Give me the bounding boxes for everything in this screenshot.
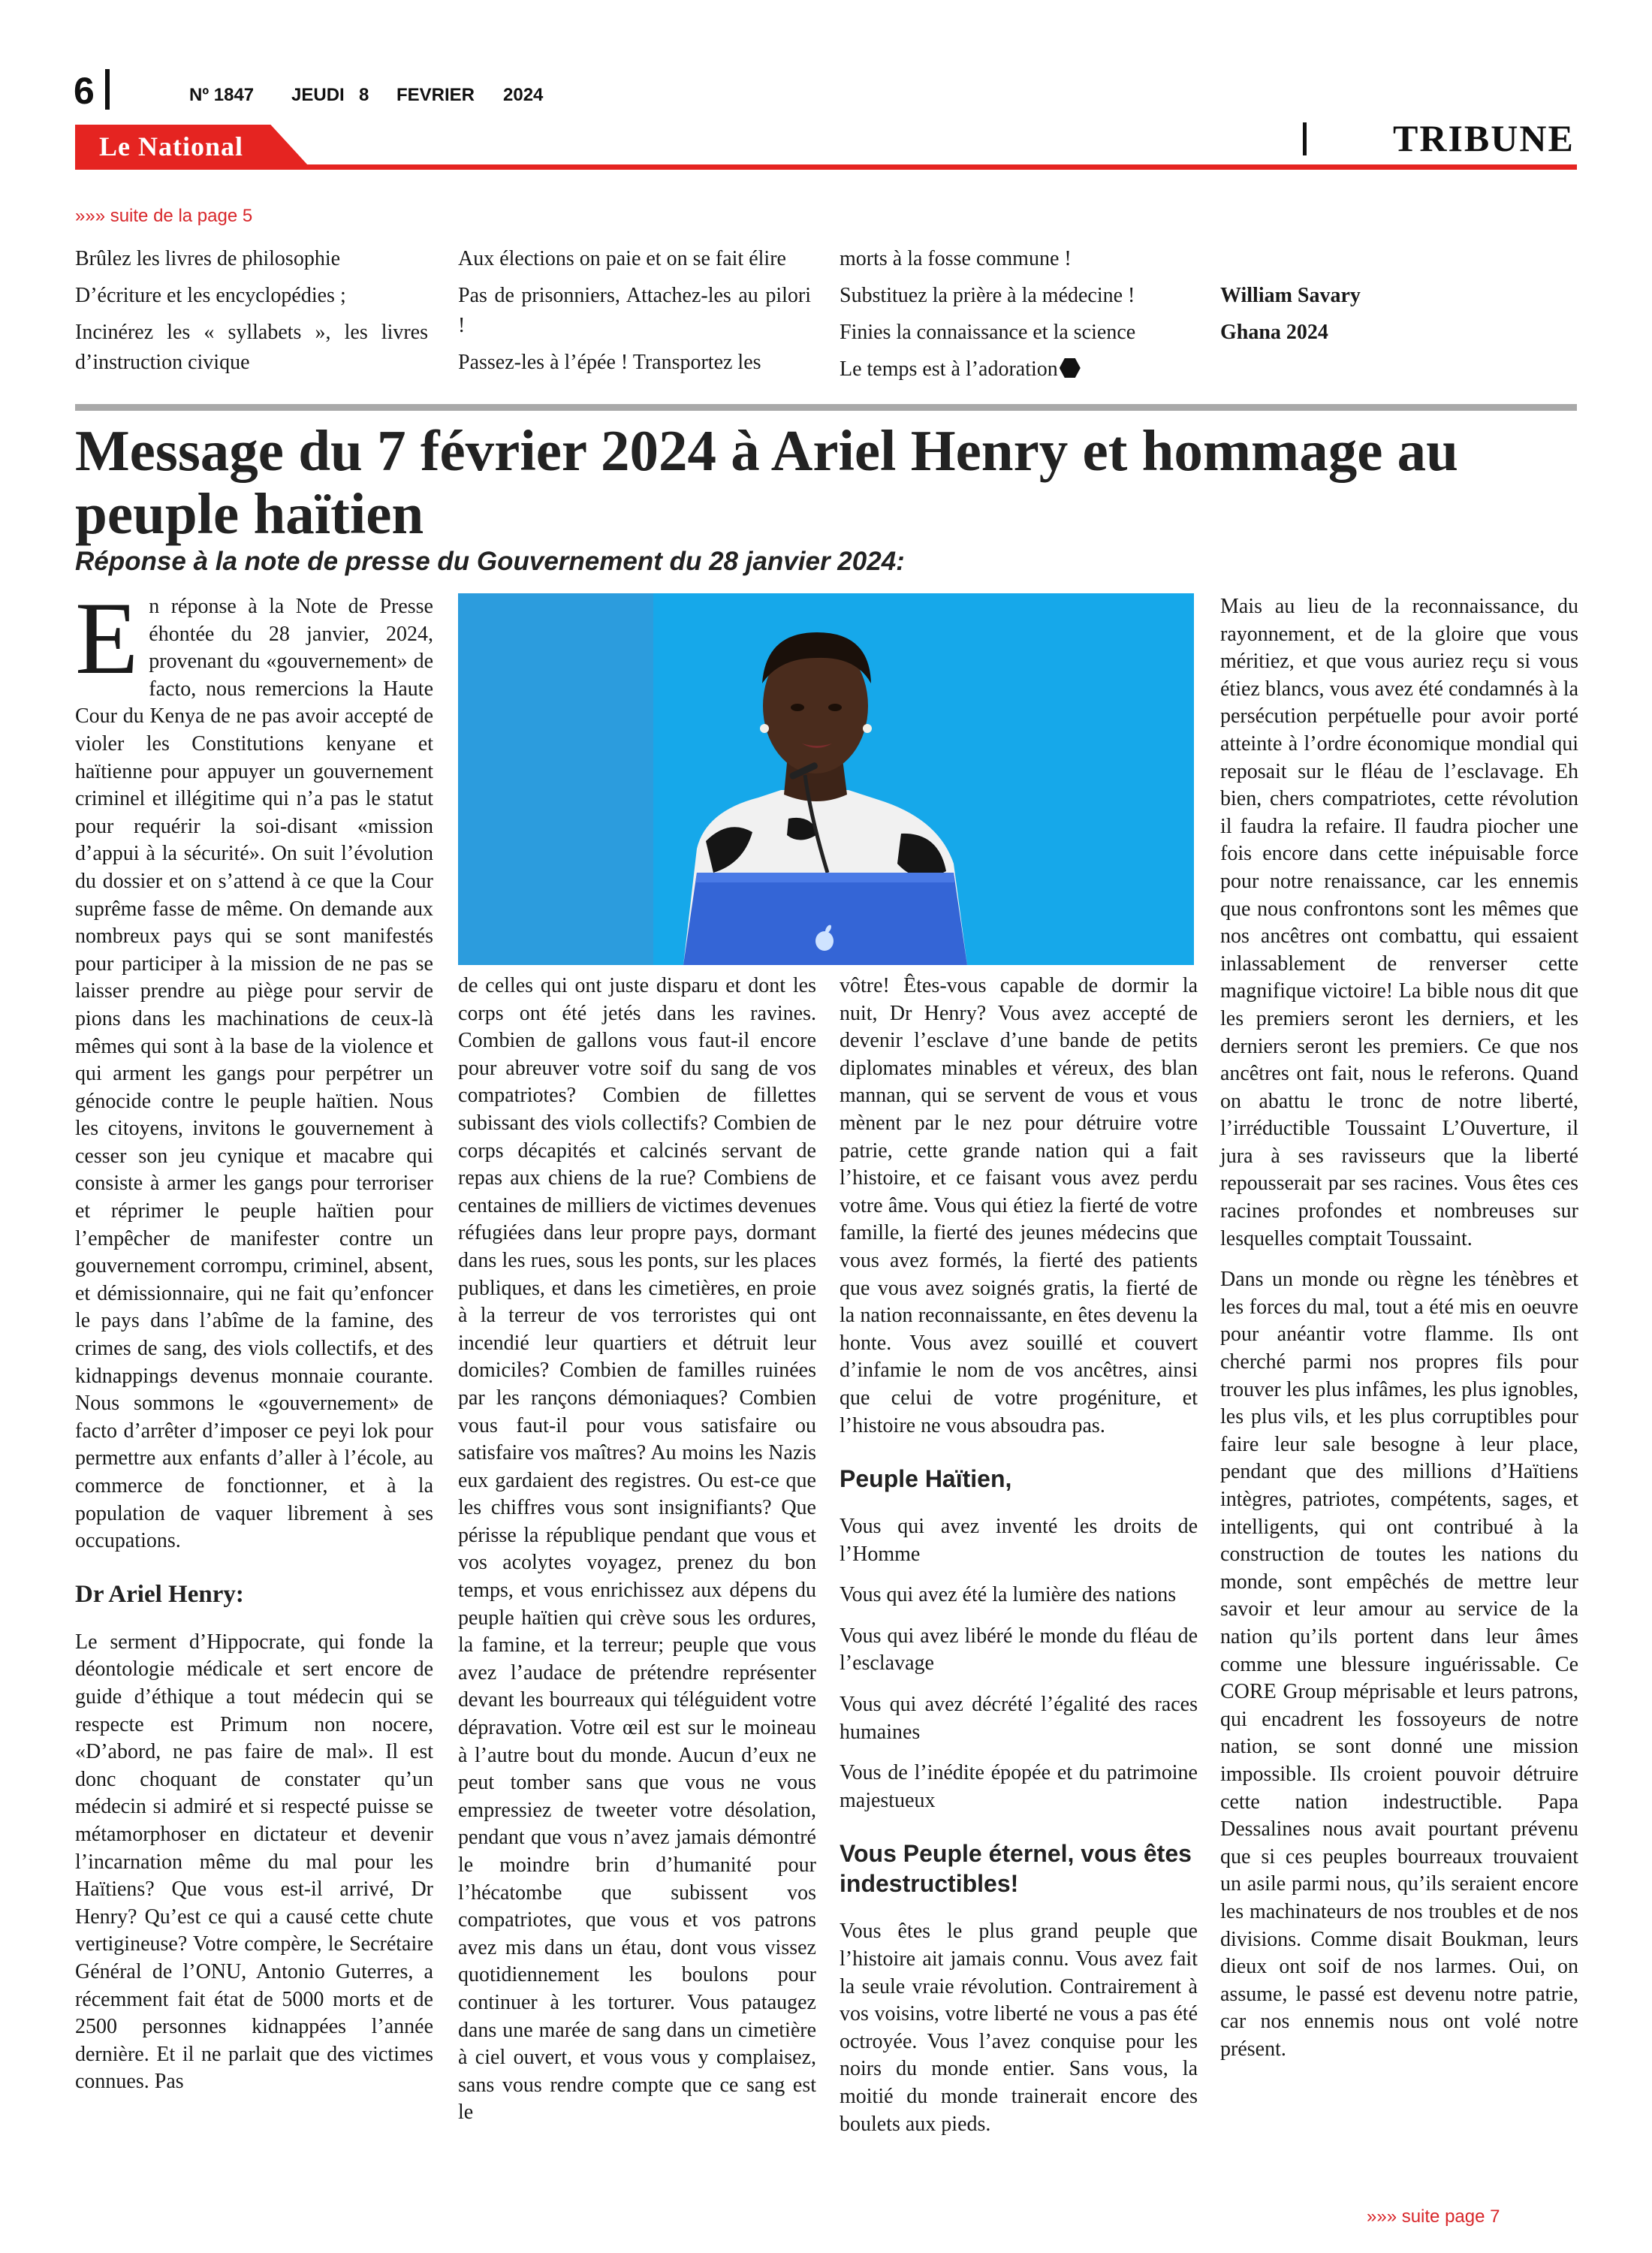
paragraph: Vous êtes le plus grand peuple que l’histoire ait jamais connu. Vous avez fait la seule vraie révolution. Contrairement à vos voisins, votre liberté ne vous a pas été octroyée. Vous l’avez conquise pour les noirs du monde entier. Sans vous, la moitié du monde trainerait encore des boulets aux pieds. xyxy=(840,1920,1198,2136)
drop-cap: E xyxy=(75,581,139,695)
poem-line: Le temps est à l’adoration xyxy=(840,357,1058,381)
section-title: TRIBUNE xyxy=(1393,117,1575,159)
issue-number: Nº 1847 xyxy=(189,85,255,105)
lead-paragraph xyxy=(75,581,433,1555)
poem-line: morts à la fosse commune ! xyxy=(840,247,1072,270)
poem-line: D’écriture et les encyclopédies ; xyxy=(75,284,346,307)
hexagon-end-mark-icon xyxy=(1060,358,1081,378)
paragraph: Le serment d’Hippocrate, qui fonde la déontologie médicale et sert encore de guide d’éthique a tout médecin qui se respecte est Primum non nocere, «D’abord, ne pas faire de mal». Il est donc choquant de constater qu’un médecin si admiré et si respecté puisse se métamorphoser en dictateur et devenir l’incarnation même du mal pour les Haïtiens? Que vous est-il arrivé, Dr Henry? Qu’est ce qui a causé cette chute vertigineuse? Votre compère, le Secrétaire Général de l’ONU, Antonio Guterres, a récemment fait état de 5000 morts et de 2500 personnes kidnappées l’année dernière. Et il ne parlait que des victimes connues. Pas xyxy=(75,1630,433,2094)
issue-date: 8 xyxy=(359,85,369,105)
lead-text: n réponse à la Note de Presse éhontée du 28 janvier, 2024, provenant du «gouvernement» de facto, nous remercions la Haute Cour du Kenya de ne pas avoir accepté de violer les Constitutions kenyane et haïtienne pour appuyer un gouvernement criminel et illégitime qui n’a pas le statut pour requérir la soi-disant «mission d’appui à la sécurité». On suit l’évolution du dossier et on s’attend à ce que la Cour suprême fasse de même. On demande aux nombreux pays qui se sont manifestés pour participer à la mission de ne pas se laisser prendre au piège pour servir de pions dans les machinations de ceux-là mêmes qui sont à la base de la violence et qui arment les gangs pour perpétrer un génocide contre le peuple haïtien. Nous les citoyens, invitons le gouvernement à cesser son jeu cynique et macabre qui consiste à armer les gangs pour terroriser et réprimer le peuple haïtien pour l’empêcher de manifester contre un gouvernement corrompu, criminel, absent, et démissionnaire, qui ne fait qu’enfoncer le pays dans l’abîme de la famine, des crimes de sang, des viols collectifs, et des kidnappings devenus monnaie courante. Nous sommons le «gouvernement» de facto d’arrêter d’imposer ce peyi lok pour permettre aux enfants d’aller à l’école, au commerce de fonctionner, et à la population de vaquer librement à ses occupations. xyxy=(75,595,433,1553)
section-separator xyxy=(75,404,1577,411)
paragraph: Mais au lieu de la reconnaissance, du rayonnement, et de la gloire que vous méritiez, et que vous auriez reçu si vous étiez blancs, vous avez été condamnés à la persécution perpétuelle pour avoir porté atteinte à l’ordre économique mondial qui reposait sur le fléau de l’esclavage. Eh bien, chers compatriotes, cette révolution il faudra la refaire. Il faudra piocher une fois encore dans cette inépuisable force pour notre renaissance, car les ennemis que nous confrontons sont les mêmes que nos ancêtres ont combattu, qui essaient inlassablement de renverser cette magnifique victoire! La bible nous dit que les premiers seront les derniers, et les derniers seront les premiers. Ce que nos ancêtres ont fait, nous le referons. Quand on abattu le tronc de notre liberté, l’irréductible Toussaint L’Ouverture, il jura à ses ravisseurs que la liberté repousserait par ses racines. Vous êtes ces racines profondes et nombreuses sur lesquelles comptait Toussaint. xyxy=(1220,595,1578,1250)
poem-line: Finies la connaissance et la science xyxy=(840,321,1136,344)
poem-column-2 xyxy=(458,244,811,385)
section-divider xyxy=(1303,122,1307,155)
issue-day: JEUDI xyxy=(291,85,345,105)
poem-line: Incinérez les « syllabets », les livres d’instruction civique xyxy=(75,321,428,374)
poem-column-3 xyxy=(840,244,1192,391)
continued-on-link[interactable]: »»» suite page 7 xyxy=(1367,2206,1500,2227)
poem-column-1 xyxy=(75,244,428,385)
article-column-1 xyxy=(75,581,433,2110)
tribute-line: Vous qui avez été la lumière des nations xyxy=(840,1583,1177,1607)
subhead-dr-henry: Dr Ariel Henry: xyxy=(75,1580,244,1608)
poem-line: Pas de prisonniers, Attachez-les au pilori ! xyxy=(458,284,811,337)
issue-year: 2024 xyxy=(503,85,544,105)
newspaper-brand: Le National xyxy=(99,131,244,161)
tribute-line: Vous qui avez libéré le monde du fléau de l’esclavage xyxy=(840,1624,1198,1675)
poem-place-date: Ghana 2024 xyxy=(1220,321,1328,344)
tribute-line: Vous qui avez décrété l’égalité des races humaines xyxy=(840,1693,1198,1744)
poem-line: Passez-les à l’épée ! Transportez les xyxy=(458,351,761,374)
subhead-peuple-eternel: Vous Peuple éternel, vous êtes indestructibles! xyxy=(840,1840,1192,1898)
article-column-3 xyxy=(840,973,1198,2152)
paragraph: de celles qui ont juste disparu et dont les corps ont été jetés dans les ravines. Combien de gallons vous faut-il encore pour abreuver votre soif du sang de vos compatriotes? Combien de fillettes subissant des viols collectifs? Combien de corps décapités et calcinés servant de repas aux chiens de la rue? Combiens de centaines de milliers de victimes devenues réfugiées dans leur propre pays, dormant dans les rues, sous les ponts, sur les places publiques, et dans les cimetières, en proie à la terreur de vos terroristes qui ont incendié leur quartiers et détruit leur domiciles? Combien de familles ruinées par les rançons démoniaques? Combien vous faut-il pour vous satisfaire ou satisfaire vos maîtres? Au moins les Nazis eux gardaient des registres. Ou est-ce que les chiffres vous sont insignifiants? Que périsse la république pendant que vous et vos acolytes voyagez, prenez du bon temps, et vous enrichissez aux dépens du peuple haïtien qui crève sous les ordures, la famine, et la terreur; peuple que vous avez l’audace de prétendre représenter devant les bourreaux qui téléguident votre dépravation. Votre œil est sur le moineau à l’autre bout du monde. Aucun d’eux ne peut tomber sans que vous ne vous empressiez de tweeter votre désolation, pendant que vous n’avez jamais démontré le moindre brin d’humanité pour l’hécatombe que subissent vos compatriotes, que vous et vos patrons avez mis dans un étau, dont vous vissez quotidiennement les boulons pour continuer à les torturer. Vous pataugez dans une marée de sang dans un cimetière à ciel ouvert, et vous vous y complaisez, sans vous rendre compte que ce sang est le xyxy=(458,974,816,2125)
poem-line: Brûlez les livres de philosophie xyxy=(75,247,341,270)
tribute-line: Vous de l’inédite épopée et du patrimoine majestueux xyxy=(840,1761,1198,1812)
article-subheadline: Réponse à la note de presse du Gouvernement du 28 janvier 2024: xyxy=(75,547,905,576)
issue-month: FEVRIER xyxy=(396,85,475,105)
page-number-divider xyxy=(105,69,110,110)
article-headline: Message du 7 février 2024 à Ariel Henry et hommage au peuple haïtien xyxy=(75,418,1458,546)
continued-from-link[interactable]: »»» suite de la page 5 xyxy=(75,206,253,226)
poem-line: Aux élections on paie et on se fait élire xyxy=(458,247,786,270)
poem-signature xyxy=(1220,244,1573,354)
paragraph: Dans un monde ou règne les ténèbres et les forces du mal, tout a été mis en oeuvre pour anéantir votre flamme. Ils ont cherché parmi nos propres fils pour trouver les plus infâmes, les plus ignobles, les plus vils, et les plus corruptibles pour faire leur sale besogne à leur place, pendant que des millions d’Haïtiens intègres, patriotes, compétents, sages, et intelligents, qui ont contribué à la construction de toutes les nations du monde, sont empêchés de mettre leur savoir et leur amour au service de la nation qu’ils portent dans leur âmes comme une blessure inguérissable. Ce CORE Group méprisable et leurs patrons, qui encadrent les fossoyeurs de notre nation, se sont donné une mission impossible. Ils croient pouvoir détruire cette nation indestructible. Papa Dessalines nous avait pourtant prévenu que si ces peuples bourreaux trouvaient un asile parmi nous, qu’ils seraient encore les machinateurs de nos troubles et de nos divisions. Comme disait Boukman, leurs dieux ont soif de nos larmes. Oui, on assume, le passé est devenu notre patrie, car nos ennemis nous ont volé notre présent. xyxy=(1220,1268,1578,2061)
paragraph: vôtre! Êtes-vous capable de dormir la nuit, Dr Henry? Vous avez accepté de devenir l’esclave d’une bande de petits diplomates minables et véreux, des blan mannan, qui se servent de vous et vous mènent par le nez pour détruire votre patrie, cette grande nation qui a fait l’histoire, et ce faisant vous avez perdu votre âme. Vous qui étiez la fierté de votre famille, la fierté des jeunes médecins que vous avez formés, la fierté des patients que vous avez soignés gratis, la fierté de la nation reconnaissante, en êtes devenu la honte. Vous avez souillé et couvert d’infamie le nom de vos ancêtres, ainsi que celui de votre progéniture, et l’histoire ne vous absoudra pas. xyxy=(840,974,1198,1437)
article-column-2 xyxy=(458,973,816,2140)
article-column-4 xyxy=(1220,593,1578,2077)
poem-author: William Savary xyxy=(1220,284,1361,307)
header-rule xyxy=(75,164,1577,170)
page-number: 6 xyxy=(74,70,95,112)
speaker-photo xyxy=(458,593,1194,965)
subhead-peuple-haitien: Peuple Haïtien, xyxy=(840,1465,1012,1493)
poem-last-line xyxy=(840,354,1192,385)
poem-line: Substituez la prière à la médecine ! xyxy=(840,284,1135,307)
tribute-line: Vous qui avez inventé les droits de l’Homme xyxy=(840,1515,1198,1566)
